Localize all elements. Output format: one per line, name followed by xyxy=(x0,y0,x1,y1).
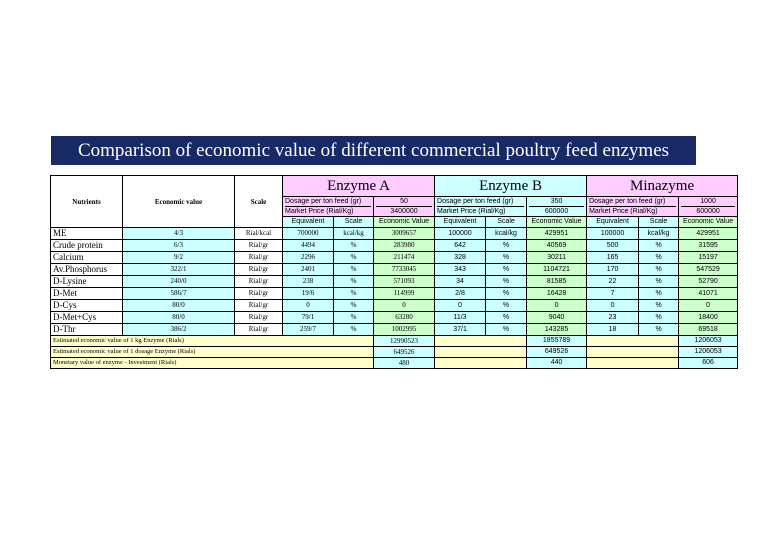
col-equivalent-0: Equivalent xyxy=(283,217,334,228)
a-economic-value: 211474 xyxy=(374,252,435,264)
m-economic-value: 0 xyxy=(679,300,738,312)
m-equivalent: 100000 xyxy=(587,228,639,240)
price-value: 3400000 xyxy=(376,206,432,216)
a-scale: % xyxy=(334,276,374,288)
summary-m-spacer xyxy=(587,347,679,358)
a-scale: % xyxy=(334,252,374,264)
m-scale: % xyxy=(639,288,679,300)
nutrient-row xyxy=(51,276,738,288)
m-equivalent: 500 xyxy=(587,240,639,252)
m-scale: % xyxy=(639,300,679,312)
b-economic-value: 16428 xyxy=(527,288,587,300)
dosage-value: 50 xyxy=(400,198,408,205)
dosage-price-value-2 xyxy=(679,197,738,217)
m-economic-value: 69518 xyxy=(679,324,738,336)
summary-label: Estimated economic value of 1 dosage Enzyme (Rials) xyxy=(51,347,374,358)
nutrient-scale: Rial/gr xyxy=(235,312,283,324)
summary-row xyxy=(51,336,738,347)
summary-m: 1206053 xyxy=(679,336,738,347)
a-equivalent: 79/1 xyxy=(283,312,334,324)
b-economic-value: 30211 xyxy=(527,252,587,264)
nutrient-row xyxy=(51,324,738,336)
summary-b: 649526 xyxy=(527,347,587,358)
b-economic-value: 0 xyxy=(527,300,587,312)
a-economic-value: 3009657 xyxy=(374,228,435,240)
dosage-price-1 xyxy=(435,197,527,217)
b-equivalent: 343 xyxy=(435,264,486,276)
page-title: Comparison of economic value of different commercial poultry feed enzymes xyxy=(51,136,696,165)
m-equivalent: 0 xyxy=(587,300,639,312)
a-scale: % xyxy=(334,288,374,300)
header-scale: Scale xyxy=(235,176,283,228)
m-economic-value: 15197 xyxy=(679,252,738,264)
dosage-price-2 xyxy=(587,197,679,217)
a-equivalent: 19/6 xyxy=(283,288,334,300)
b-economic-value: 143285 xyxy=(527,324,587,336)
m-scale: % xyxy=(639,312,679,324)
dosage-value: 350 xyxy=(550,198,563,205)
summary-row xyxy=(51,358,738,369)
summary-m: 1206053 xyxy=(679,347,738,358)
a-economic-value: 114999 xyxy=(374,288,435,300)
dosage-price-0 xyxy=(283,197,374,217)
a-economic-value: 7733045 xyxy=(374,264,435,276)
m-scale: kcal/kg xyxy=(639,228,679,240)
nutrient-scale: Rial/gr xyxy=(235,240,283,252)
nutrient-economic-value: 80/0 xyxy=(123,312,235,324)
a-equivalent: 0 xyxy=(283,300,334,312)
col-economic-value-1: Economic Value xyxy=(527,217,587,228)
b-equivalent: 328 xyxy=(435,252,486,264)
dosage-price-value-1 xyxy=(527,197,587,217)
b-equivalent: 100000 xyxy=(435,228,486,240)
nutrient-name: Calcium xyxy=(51,252,123,264)
a-scale: % xyxy=(334,312,374,324)
nutrient-row xyxy=(51,300,738,312)
b-scale: % xyxy=(486,312,527,324)
summary-m-spacer xyxy=(587,358,679,369)
a-equivalent: 2401 xyxy=(283,264,334,276)
nutrient-name: ME xyxy=(51,228,123,240)
b-economic-value: 40569 xyxy=(527,240,587,252)
b-scale: % xyxy=(486,288,527,300)
nutrient-row xyxy=(51,240,738,252)
m-equivalent: 170 xyxy=(587,264,639,276)
summary-b-spacer xyxy=(435,358,527,369)
b-economic-value: 1104721 xyxy=(527,264,587,276)
m-scale: % xyxy=(639,264,679,276)
nutrient-scale: Rial/gr xyxy=(235,324,283,336)
m-economic-value: 31595 xyxy=(679,240,738,252)
a-equivalent: 2296 xyxy=(283,252,334,264)
nutrient-scale: Rial/gr xyxy=(235,276,283,288)
a-equivalent: 4494 xyxy=(283,240,334,252)
nutrient-economic-value: 322/1 xyxy=(123,264,235,276)
nutrient-row xyxy=(51,288,738,300)
col-equivalent-2: Equivalent xyxy=(587,217,639,228)
header-nutrients: Nutrients xyxy=(51,176,123,228)
dosage-label: Dosage per ton feed (gr) xyxy=(437,198,514,205)
summary-b: 1855789 xyxy=(527,336,587,347)
b-scale: % xyxy=(486,240,527,252)
enzyme-name-row xyxy=(51,176,738,197)
m-scale: % xyxy=(639,276,679,288)
summary-a: 649526 xyxy=(374,347,435,358)
a-equivalent: 700000 xyxy=(283,228,334,240)
enzyme-name-1: Enzyme B xyxy=(435,176,587,197)
m-equivalent: 18 xyxy=(587,324,639,336)
a-economic-value: 1002995 xyxy=(374,324,435,336)
b-economic-value: 81585 xyxy=(527,276,587,288)
summary-b: 440 xyxy=(527,358,587,369)
dosage-price-value-0 xyxy=(374,197,435,217)
b-equivalent: 642 xyxy=(435,240,486,252)
m-scale: % xyxy=(639,324,679,336)
enzyme-name-2: Minazyme xyxy=(587,176,738,197)
b-economic-value: 429951 xyxy=(527,228,587,240)
b-scale: % xyxy=(486,264,527,276)
m-equivalent: 7 xyxy=(587,288,639,300)
header-economic-value: Economic value xyxy=(123,176,235,228)
nutrient-name: Av.Phosphorus xyxy=(51,264,123,276)
dosage-value: 1000 xyxy=(700,198,716,205)
a-scale: % xyxy=(334,300,374,312)
price-label: Market Price (Rial/Kg) xyxy=(437,206,524,216)
b-equivalent: 0 xyxy=(435,300,486,312)
m-economic-value: 18400 xyxy=(679,312,738,324)
enzyme-name-0: Enzyme A xyxy=(283,176,435,197)
a-economic-value: 63280 xyxy=(374,312,435,324)
nutrient-economic-value: 4/3 xyxy=(123,228,235,240)
dosage-label: Dosage per ton feed (gr) xyxy=(589,198,666,205)
nutrient-economic-value: 9/2 xyxy=(123,252,235,264)
nutrient-row xyxy=(51,228,738,240)
a-equivalent: 238 xyxy=(283,276,334,288)
dosage-label: Dosage per ton feed (gr) xyxy=(285,198,362,205)
m-equivalent: 23 xyxy=(587,312,639,324)
a-scale: % xyxy=(334,240,374,252)
nutrient-economic-value: 240/0 xyxy=(123,276,235,288)
nutrient-economic-value: 386/2 xyxy=(123,324,235,336)
b-scale: % xyxy=(486,276,527,288)
b-scale: % xyxy=(486,300,527,312)
col-scale-2: Scale xyxy=(639,217,679,228)
m-equivalent: 22 xyxy=(587,276,639,288)
a-economic-value: 0 xyxy=(374,300,435,312)
b-economic-value: 9040 xyxy=(527,312,587,324)
summary-label: Estimated economic value of 1 kg Enzyme (Rials) xyxy=(51,336,374,347)
price-value: 600000 xyxy=(681,206,735,216)
nutrient-name: D-Met+Cys xyxy=(51,312,123,324)
b-equivalent: 2/8 xyxy=(435,288,486,300)
nutrient-row xyxy=(51,252,738,264)
nutrient-scale: Rial/gr xyxy=(235,264,283,276)
col-scale-0: Scale xyxy=(334,217,374,228)
nutrient-economic-value: 586/7 xyxy=(123,288,235,300)
m-scale: % xyxy=(639,240,679,252)
nutrient-name: D-Cys xyxy=(51,300,123,312)
col-economic-value-2: Economic Value xyxy=(679,217,738,228)
summary-b-spacer xyxy=(435,347,527,358)
m-economic-value: 547529 xyxy=(679,264,738,276)
b-equivalent: 11/3 xyxy=(435,312,486,324)
summary-b-spacer xyxy=(435,336,527,347)
price-label: Market Price (Rial/Kg) xyxy=(285,206,371,216)
nutrient-name: D-Met xyxy=(51,288,123,300)
summary-row xyxy=(51,347,738,358)
nutrient-row xyxy=(51,312,738,324)
m-economic-value: 41071 xyxy=(679,288,738,300)
a-equivalent: 259/7 xyxy=(283,324,334,336)
b-scale: kcal/kg xyxy=(486,228,527,240)
price-label: Market Price (Rial/Kg) xyxy=(589,206,676,216)
col-scale-1: Scale xyxy=(486,217,527,228)
nutrient-name: D-Lysine xyxy=(51,276,123,288)
m-economic-value: 52790 xyxy=(679,276,738,288)
col-economic-value-0: Economic Value xyxy=(374,217,435,228)
nutrient-scale: Rial/gr xyxy=(235,300,283,312)
b-equivalent: 34 xyxy=(435,276,486,288)
nutrient-scale: Rial/gr xyxy=(235,288,283,300)
nutrient-economic-value: 6/3 xyxy=(123,240,235,252)
m-equivalent: 165 xyxy=(587,252,639,264)
a-economic-value: 571093 xyxy=(374,276,435,288)
a-scale: % xyxy=(334,264,374,276)
a-economic-value: 283980 xyxy=(374,240,435,252)
m-scale: % xyxy=(639,252,679,264)
nutrient-economic-value: 80/0 xyxy=(123,300,235,312)
enzyme-comparison-table xyxy=(50,175,738,369)
nutrient-row xyxy=(51,264,738,276)
a-scale: kcal/kg xyxy=(334,228,374,240)
b-scale: % xyxy=(486,324,527,336)
a-scale: % xyxy=(334,324,374,336)
summary-a: 480 xyxy=(374,358,435,369)
m-economic-value: 429951 xyxy=(679,228,738,240)
col-equivalent-1: Equivalent xyxy=(435,217,486,228)
nutrient-name: D-Thr xyxy=(51,324,123,336)
nutrient-name: Crude protein xyxy=(51,240,123,252)
summary-m: 606 xyxy=(679,358,738,369)
summary-m-spacer xyxy=(587,336,679,347)
summary-a: 12990523 xyxy=(374,336,435,347)
nutrient-scale: Rial/gr xyxy=(235,252,283,264)
price-value: 600000 xyxy=(529,206,584,216)
b-scale: % xyxy=(486,252,527,264)
summary-label: Monetary value of enzyme - Investment (Rials) xyxy=(51,358,374,369)
nutrient-scale: Rial/kcal xyxy=(235,228,283,240)
b-equivalent: 37/1 xyxy=(435,324,486,336)
